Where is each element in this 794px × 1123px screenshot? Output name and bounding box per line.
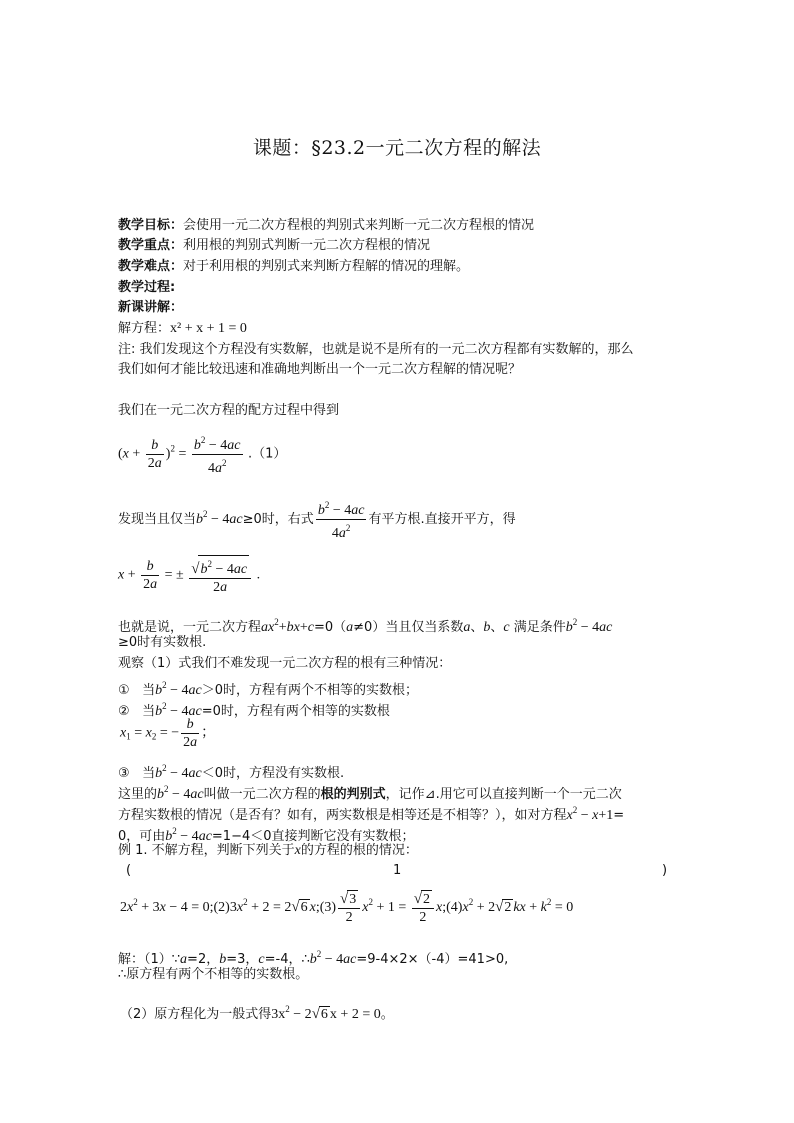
derive-intro: 我们在一元二次方程的配方过程中得到	[118, 403, 340, 418]
case-3-text: ＜0时，方程没有实数根.	[201, 766, 345, 781]
sol-text-d: =-4，∴	[264, 952, 310, 967]
sol-text-a: 解：（1）∵	[118, 952, 181, 967]
disc-text-3b: =1−4＜0直接判断它没有实数根；	[211, 829, 415, 844]
discriminant-line-3: 0，可由$b^2 - 4ac=1-4<0$直接判断它没有实数根；	[118, 826, 415, 844]
case-1-number: ①	[118, 683, 130, 698]
difficulty-label: 教学难点：	[118, 259, 184, 274]
found-line: 发现当且仅当$b^2 - 4ac\ge 0$时，右式 $\frac{b^2 - 4ac}{4a^2}$ 有平方根.直接开平方，得	[118, 497, 516, 542]
example-line: 例 1. 不解方程，判断下列关于x的方程的根的情况：	[118, 843, 418, 858]
that-is-text-b: =0（	[313, 620, 347, 635]
case-3: ③ 当$b^2 - 4ac<0$时，方程没有实数根.	[118, 763, 345, 781]
solve-prefix: 解方程：	[118, 321, 171, 336]
difficulty-text: 对于利用根的判别式来判断方程解的情况的理解。	[183, 259, 470, 274]
case-1-text: ＞0时，方程有两个不相等的实数根；	[201, 683, 418, 698]
case-2-number: ②	[118, 704, 130, 719]
sol-text-c: =3，	[226, 952, 259, 967]
key-point-line	[118, 238, 430, 254]
note-line-1: 注: 我们发现这个方程没有实数解，也就是说不是所有的一元二次方程都有实数解的，那么	[118, 342, 634, 357]
key-point-label: 教学重点：	[118, 238, 184, 253]
fraction-b-over-2a: $\frac{b}{2a}$	[147, 438, 162, 471]
fraction-root-formula: $\frac{√b^2 - 4ac}{2a}$	[189, 555, 251, 596]
discriminant-line-2: 方程实数根的情况（是否有？如有，两实数根是相等还是不相等？），如对方程$x^2 - x+1=$	[118, 805, 625, 823]
solve-line	[118, 321, 247, 337]
paren-close: )	[662, 863, 668, 878]
example-text-b: 的方程的根的情况：	[300, 843, 418, 858]
sol-text-b: =2，	[187, 952, 220, 967]
case-2-text: =0时，方程有两个相等的实数根	[201, 704, 390, 719]
paren-open: (	[126, 863, 132, 878]
sol-text-3b: 。	[380, 1007, 394, 1022]
solution-line-2: ∴原方程有两个不相等的实数根。	[118, 967, 309, 982]
case-2: ② 当$b^2 - 4ac=0$时，方程有两个相等的实数根	[118, 701, 390, 719]
equation-1-tag: .（1）	[248, 446, 287, 462]
case-1-when: 当	[142, 683, 156, 698]
objective-text: 会使用一元二次方程根的判别式来判断一元二次方程根的情况	[183, 218, 535, 233]
disc-text-2b: =	[613, 808, 625, 823]
that-is-line-2: ≥0时有实数根.	[118, 635, 207, 650]
example-text-a: 例 1. 不解方程，判断下列关于	[118, 843, 295, 858]
disc-text-c: ，记作⊿.用它可以直接判断一个一元二次	[385, 787, 622, 802]
note-line-2: 我们如何才能比较迅速和准确地判断出一个一元二次方程解的情况呢？	[118, 362, 522, 377]
new-lesson-label: 新课讲解：	[118, 300, 184, 315]
difficulty-line	[118, 259, 469, 275]
that-is-line-1: 也就是说，一元二次方程$ax^2+bx+c=0(a\ne 0)$当且仅当系数a、b、c 满足条件$b^2 - 4ac$	[118, 617, 613, 635]
objective-label: 教学目标：	[118, 218, 184, 233]
disc-text-2a: 方程实数根的情况（是否有？如有，两实数根是相等还是不相等？），如对方程	[118, 808, 567, 823]
disc-term: 根的判别式	[320, 787, 386, 802]
page-title: 课题：§23.2一元二次方程的解法	[252, 137, 542, 159]
case-3-when: 当	[142, 766, 156, 781]
disc-text-a: 这里的	[118, 787, 158, 802]
that-is-text-d: 满足条件	[513, 620, 566, 635]
found-text-b: ≥0时，右式	[242, 512, 314, 527]
that-is-text-c: ≠0）当且仅当系数	[353, 620, 464, 635]
solve-equation: x² + x + 1 = 0	[170, 321, 247, 336]
that-is-text-a: 也就是说，一元二次方程	[118, 620, 262, 635]
example-equations: $2x^2 + 3x - 4$ = $0;(2)3x^2 + 2 = 2√6$ x;(3) $\frac{√3}{2}$ $x^2 + 1$ = $\frac{√2}{2}$ $x;(4)x^2 + 2√2$ kx + $k^2 = 0$	[120, 891, 574, 925]
case-3-number: ③	[118, 766, 130, 781]
fraction-right-side: $\frac{b^2 - 4ac}{4a^2}$	[316, 497, 367, 542]
observe-line: 观察（1）式我们不难发现一元二次方程的根有三种情况：	[118, 656, 452, 671]
solution-line-1: 解：（1）∵a=2，b=3，c=-4，$\therefore b^2 - 4ac=9-4\times 2\times(-4)=41>0$,	[118, 949, 509, 967]
disc-text-b: 叫做一元二次方程的	[203, 787, 321, 802]
fraction-discriminant-over-4a2: $\frac{b^2 - 4ac}{4a^2}$	[192, 432, 243, 477]
equation-1: (x + $\frac{b}{2a}$ )$^2$ = $\frac{b^2 - 4ac}{4a^2}$ .（1）	[118, 432, 286, 477]
process-label: 教学过程:	[118, 280, 176, 295]
discriminant-line-1: 这里的$b^2 - 4ac$叫做一元二次方程的根的判别式，记作⊿.用它可以直接判断一个一元二次	[118, 784, 622, 802]
case-2-when: 当	[142, 704, 156, 719]
paren-one: 1	[393, 863, 402, 878]
solution-line-3: （2）原方程化为一般式得$3x^2 - 2√6$ x + 2 = 0。	[120, 1004, 394, 1022]
objective-line	[118, 218, 534, 234]
sol-text-e: =9-4×2×（-4）=41>0,	[356, 952, 509, 967]
root-equation: x + $\frac{b}{2a}$ = ± $\frac{√b^2 - 4ac}{2a}$ .	[118, 555, 260, 596]
found-text-c: 有平方根.直接开平方，得	[368, 512, 516, 527]
disc-text-3a: 0，可由	[118, 829, 166, 844]
found-text-a: 发现当且仅当	[118, 512, 197, 527]
sol-text-3a: （2）原方程化为一般式得	[120, 1007, 272, 1022]
case-1: ① 当$b^2 - 4ac>0$时，方程有两个不相等的实数根；	[118, 680, 418, 698]
equal-roots-formula: $x_1 = x_2$ = − $\frac{b}{2a}$ ；	[120, 717, 216, 750]
key-point-text: 利用根的判别式判断一元二次方程根的情况	[183, 238, 431, 253]
